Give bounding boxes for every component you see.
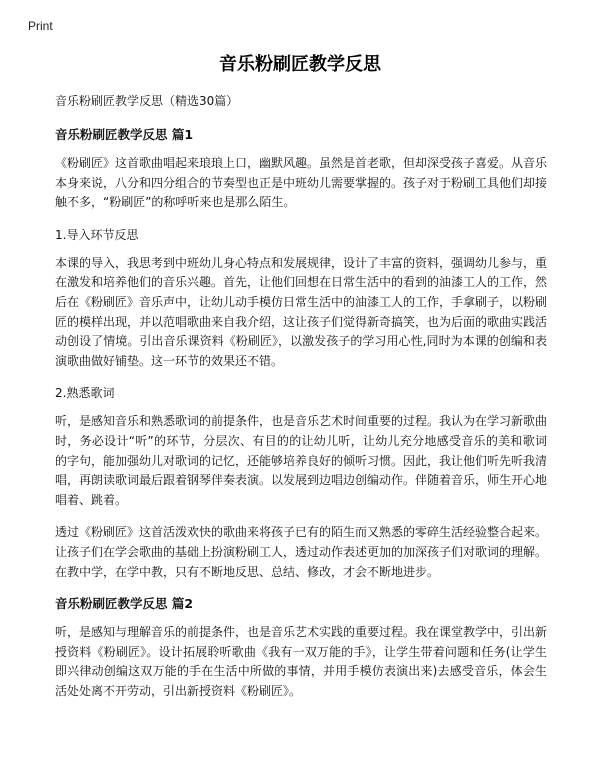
paragraph: 透过《粉刷匠》这首活泼欢快的歌曲来将孩子已有的陌生而又熟悉的零碎生活经验整合起来。让孩子们在学会歌曲的基础上扮演粉刷工人，透过动作表述更加的加深孩子们对歌词的理解。在教中学，在学中教，只有不断地反思、总结、修改，才会不断地进步。: [55, 525, 548, 579]
sub-heading: 1.导入环节反思: [55, 227, 139, 242]
section-2: [55, 595, 547, 701]
paragraph: 本课的导入，我思考到中班幼儿身心特点和发展规律，设计了丰富的资料，强调幼儿参与，重在激发和培养他们的音乐兴趣。首先，让他们回想在日常生活中的看到的油漆工人的工作，然后在《粉刷匠》音乐声中，让幼儿动手模仿日常生活中的油漆工人的工作，手拿刷子，以粉刷匠的模样出现，并以范唱歌曲来自我介绍，这让孩子们觉得新奇搞笑，也为后面的歌曲实践活动创设了情境。引出音乐课资料《粉刷匠》，以激发孩子的学习用心性,同时为本课的创编和表演歌曲做好铺垫。这一环节的效果还不错。: [55, 255, 548, 368]
section-1: [55, 126, 547, 582]
section-heading: 音乐粉刷匠教学反思 篇1: [55, 127, 194, 142]
paragraph: 听，是感知音乐和熟悉歌词的前提条件，也是音乐艺术时间重要的过程。我认为在学习新歌曲时，务必设计“听”的环节，分层次、有目的的让幼儿听，让幼儿充分地感受音乐的美和歌词的字句，能加强幼儿对歌词的记忆，还能够培养良好的倾听习惯。因此，我让他们听先听我清唱，再朗读歌词最后跟着钢琴伴奏表演。以发展到边唱边创编动作。伴随着音乐，师生开心地唱着、跳着。: [55, 414, 548, 507]
document-title: 音乐粉刷匠教学反思: [219, 54, 381, 75]
paragraph: 《粉刷匠》这首歌曲唱起来琅琅上口，幽默风趣。虽然是首老歌，但却深受孩子喜爱。从音乐本身来说，八分和四分组合的节奏型也正是中班幼儿需要掌握的。孩子对于粉刷工具他们却接触不多，“粉刷匠”的称呼听来也是那么陌生。: [55, 156, 548, 210]
section-heading: 音乐粉刷匠教学反思 篇2: [55, 596, 194, 612]
print-link[interactable]: Print: [28, 19, 53, 33]
sub-heading: 2.熟悉歌词: [55, 386, 115, 401]
paragraph: 听，是感知与理解音乐的前提条件，也是音乐艺术实践的重要过程。我在课堂教学中，引出新授资料《粉刷匠》。设计拓展聆听歌曲《我有一双万能的手》，让学生带着问题和任务(让学生即兴律动创编这双万能的手在生活中所做的事情，并用手模仿表演出来)去感受音乐，体会生活处处离不开劳动，引出新授资料《粉刷匠》。: [55, 625, 548, 698]
document-content: [55, 92, 547, 714]
document-subtitle: 音乐粉刷匠教学反思（精选30篇）: [55, 94, 239, 108]
